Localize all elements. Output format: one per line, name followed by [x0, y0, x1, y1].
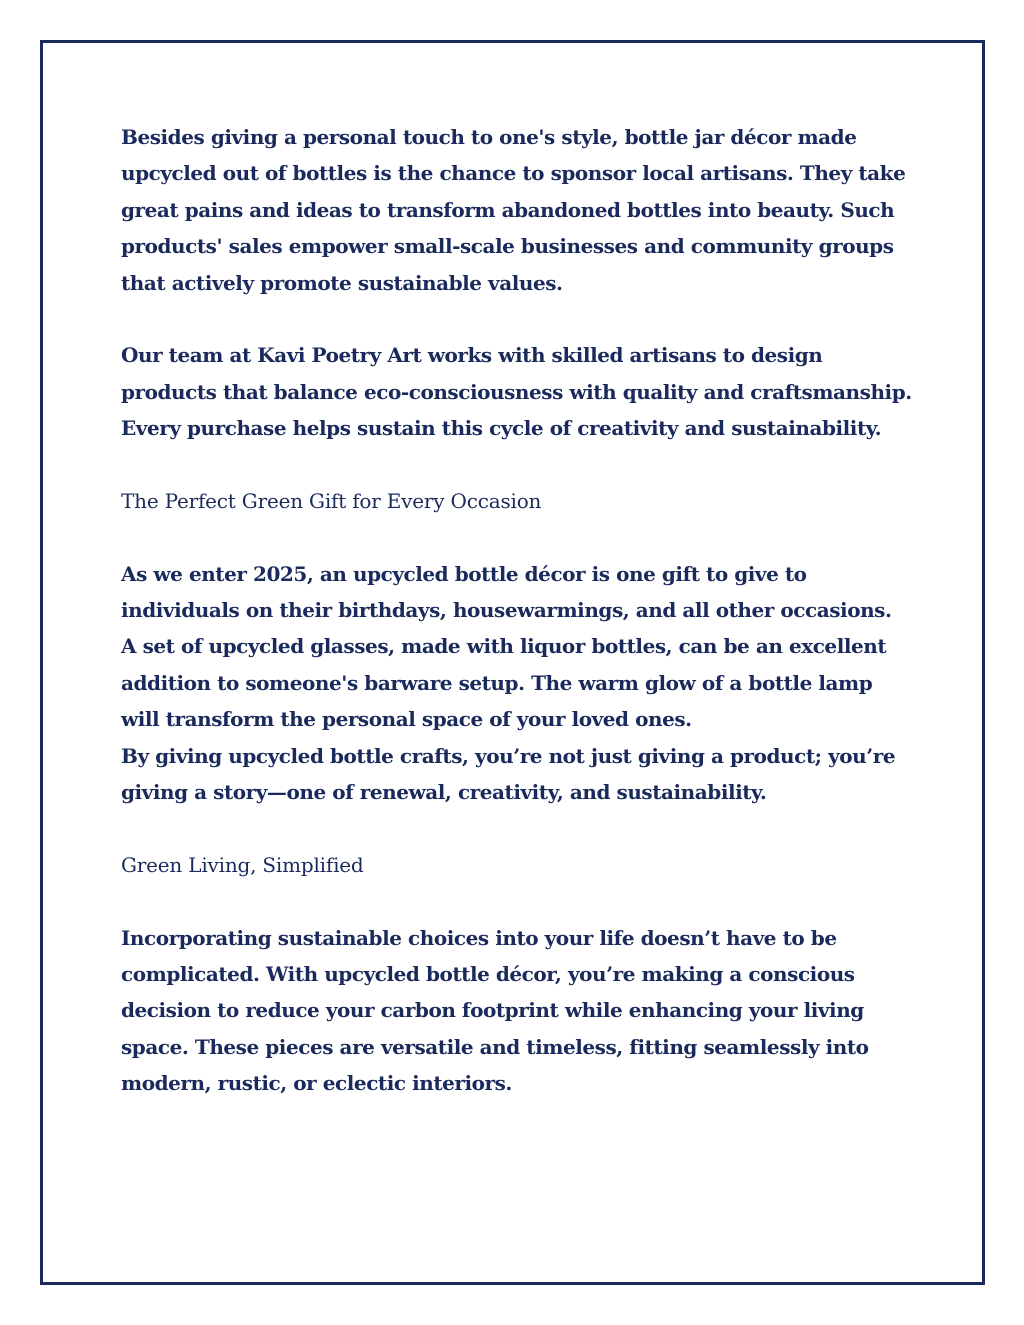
paragraph-spacer	[121, 447, 921, 483]
paragraph-spacer	[121, 519, 921, 555]
text-line: Every purchase helps sustain this cycle of creativity and sustainability.	[121, 416, 882, 441]
text-line: Incorporating sustainable choices into your life doesn’t have to be	[121, 925, 837, 950]
paragraph-green-living	[121, 920, 921, 1102]
paragraph-spacer	[121, 810, 921, 846]
text-line: A set of upcycled glasses, made with liquor bottles, can be an excellent	[121, 634, 887, 659]
text-line: that actively promote sustainable values.	[121, 270, 563, 295]
text-line: giving a story—one of renewal, creativity, and sustainability.	[121, 780, 767, 805]
paragraph-spacer	[121, 301, 921, 337]
document-body	[121, 119, 921, 1102]
paragraph-gift	[121, 556, 921, 811]
paragraph-spacer	[121, 883, 921, 919]
text-line: As we enter 2025, an upcycled bottle décor is one gift to give to	[121, 561, 807, 586]
section-heading-green-living: Green Living, Simplified	[121, 852, 364, 877]
text-line: products' sales empower small-scale businesses and community groups	[121, 234, 894, 259]
text-line: products that balance eco-consciousness with quality and craftsmanship.	[121, 379, 912, 404]
text-line: modern, rustic, or eclectic interiors.	[121, 1071, 512, 1096]
section-heading-green-gift: The Perfect Green Gift for Every Occasion	[121, 488, 542, 513]
paragraph-artisans	[121, 119, 921, 301]
text-line: Our team at Kavi Poetry Art works with skilled artisans to design	[121, 343, 823, 368]
text-line: great pains and ideas to transform abandoned bottles into beauty. Such	[121, 197, 895, 222]
text-line: decision to reduce your carbon footprint while enhancing your living	[121, 998, 864, 1023]
text-line: upcycled out of bottles is the chance to sponsor local artisans. They take	[121, 161, 906, 186]
text-line: Besides giving a personal touch to one's style, bottle jar décor made	[121, 125, 857, 149]
text-line: will transform the personal space of your loved ones.	[121, 707, 692, 732]
paragraph-team	[121, 337, 921, 446]
text-line: addition to someone's barware setup. The warm glow of a bottle lamp	[121, 670, 873, 695]
text-line: individuals on their birthdays, housewarmings, and all other occasions.	[121, 598, 892, 623]
text-line: space. These pieces are versatile and timeless, fitting seamlessly into	[121, 1034, 869, 1059]
text-line: By giving upcycled bottle crafts, you’re not just giving a product; you’re	[121, 743, 896, 768]
text-line: complicated. With upcycled bottle décor, you’re making a conscious	[121, 961, 855, 986]
